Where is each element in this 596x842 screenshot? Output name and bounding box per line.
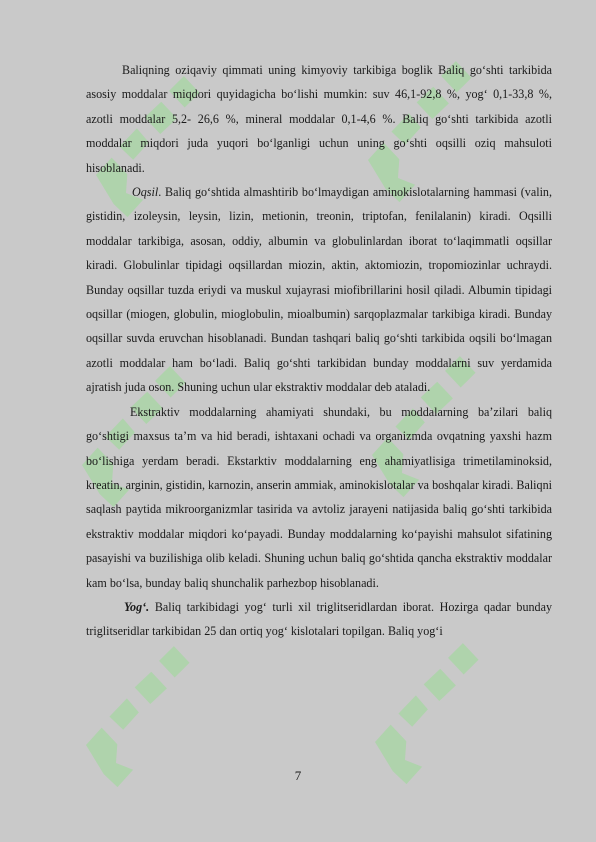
term-yog: Yog‘.	[124, 599, 150, 614]
page-number: 7	[294, 768, 302, 783]
paragraph-oqsil-text: . Baliq go‘shtida almashtirib bo‘lmaydigan aminokislotalarning hammasi (valin, gistidin, izoleysin, leysin, lizin, metionin, treonin, triptofan, fenilalanin) kiradi. Oqsilli moddalar tarkibiga, asosan, oddiy, albumin va globulinlardan iborat to‘laqimmatli oqsillar kiradi. Globulinlar tipidagi oqsillardan miozin, aktin, aktomiozin, tropomiozinlar uchraydi. Bunday oqsillar tuzda eriydi va muskul xujayrasi miofibrillarini hosil qiladi. Albumin tipidagi oqsillar (miogen, globulin, mioglobulin, mioalbumin) sarqoplazmalar tarkibiga kiradi. Bunday oqsillar suvda eruvchan hisoblanadi. Bundan tashqari baliq go‘shti tarkibida oqsili bo‘lmagan azotli moddalar ham bo‘ladi. Baliq go‘shti tarkibidan bunday moddalarni suv yerdamida ajratish juda oson. Shuning uchun ular ekstraktiv moddalar deb ataladi.	[86, 185, 552, 395]
paragraph-oqsil	[86, 180, 552, 400]
paragraph-ekstraktiv: Ekstraktiv moddalarning ahamiyati shundaki, bu moddalarning ba’zilari baliq go‘shtigi maxsus ta’m va hid beradi, ishtaxani ochadi va organizmda ovqatning yaxshi hazm bo‘lishiga yerdam beradi. Ekstarktiv moddalarning eng ahamiyatlisiga trimetilaminoksid, kreatin, arginin, gistidin, karnozin, anserin ammiak, aminokislotalar va boshqalar kiradi. Baliqni saqlash paytida mikroorganizmlar tasirida va avtoliz jarayeni natijasida baliq go‘shti tarkibida ekstraktiv moddalar miqdori ko‘payadi. Bunday moddalarning ko‘payishi mahsulot sifatining pasayishi va buzilishiga olib keladi. Shuning uchun baliq go‘shtida qancha ekstraktiv moddalar kam bo‘lsa, bunday baliq shunchalik parhezbop hisoblanadi.	[86, 404, 552, 590]
paragraph-yog-text: Baliq tarkibidagi yog‘ turli xil triglitseridlardan iborat. Hozirga qadar bunday triglitseridlar tarkibidan 25 dan ortiq yog‘ kislotalari topilgan. Baliq yog‘i	[86, 599, 552, 639]
document-body	[86, 58, 552, 644]
paragraph-yog	[86, 595, 552, 644]
paragraph-intro: Baliqning oziqaviy qimmati uning kimyoviy tarkibiga boglik Baliq go‘shti tarkibida asosiy moddalar miqdori quyidagicha bo‘lishi mumkin: suv 46,1-92,8 %, yog‘ 0,1-33,8 %, azotli moddalar 5,2- 26,6 %, mineral moddalar 0,1-4,6 %. Baliq go‘shti tarkibida azotli moddalar miqdori juda yuqori bo‘lganligi uchun uning go‘shti oqsilli oziq mahsuloti hisoblanadi.	[86, 63, 552, 175]
watermark-logo	[353, 640, 514, 788]
term-oqsil: Oqsil	[132, 185, 159, 200]
